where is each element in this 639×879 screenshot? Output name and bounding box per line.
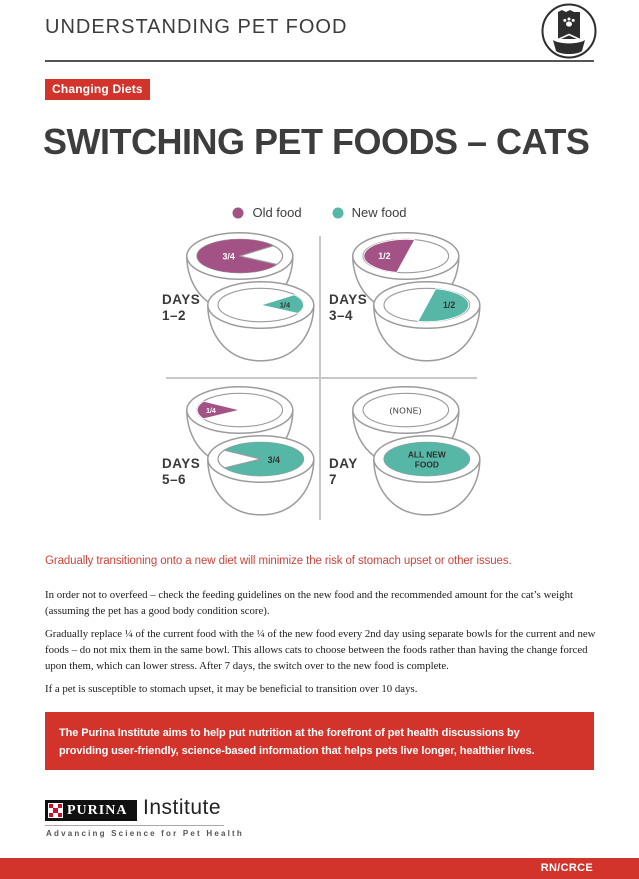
purina-wordmark: PURINA — [67, 802, 128, 818]
portion-label: 1/2 — [442, 299, 456, 310]
portion-label-line2: FOOD — [414, 459, 439, 470]
highlight-sentence: Gradually transitioning onto a new diet will minimize the risk of stomach upset or other issues. — [45, 555, 512, 567]
portion-label: 1/2 — [378, 250, 391, 261]
label-days-1-2-word: DAYS — [162, 292, 201, 307]
header-title: UNDERSTANDING PET FOOD — [45, 16, 348, 38]
institute-wordmark: Institute — [143, 796, 222, 819]
footer-code: RN/CRCE — [540, 862, 593, 874]
logo-tagline: Advancing Science for Pet Health — [46, 829, 244, 838]
portion-label: 3/4 — [222, 251, 235, 262]
callout-line1: The Purina Institute aims to help put nutrition at the forefront of pet health discussions by — [59, 727, 520, 739]
pet-food-bag-bowl-icon — [540, 2, 598, 60]
bowl-new-three-quarters — [208, 436, 314, 515]
old-food-dot-icon — [232, 207, 244, 219]
portion-label: (NONE) — [389, 405, 423, 416]
label-day-7-number: 7 — [329, 471, 338, 487]
footer-bar — [0, 858, 639, 879]
bowls-days-5-6 — [182, 384, 317, 529]
legend-label-new: New food — [351, 205, 407, 220]
label-days-1-2-range: 1–2 — [162, 307, 187, 323]
category-badge: Changing Diets — [45, 79, 150, 100]
body-copy — [45, 588, 597, 706]
bowls-days-1-2 — [182, 230, 317, 375]
portion-label: 1/4 — [279, 300, 291, 310]
bowl-new-one-quarter — [208, 282, 314, 361]
purina-logo — [45, 800, 137, 821]
label-days-3-4-word: DAYS — [329, 292, 368, 307]
legend-label-old: Old food — [252, 205, 302, 220]
new-food-dot-icon — [332, 207, 344, 219]
bowl-all-new-food — [374, 436, 480, 515]
label-days-3-4-range: 3–4 — [329, 307, 354, 323]
paragraph-overfeed: In order not to overfeed – check the feeding guidelines on the new food and the recommended amount for the cat’s weight (assuming the pet has a good body condition score). — [45, 589, 573, 617]
label-day-7-word: DAY — [329, 456, 358, 471]
label-days-5-6-range: 5–6 — [162, 471, 187, 487]
bowl-new-one-half — [374, 282, 480, 361]
institute-callout-box — [45, 712, 594, 770]
header-divider — [45, 60, 594, 62]
legend — [0, 205, 639, 220]
paragraph-replace: Gradually replace ¼ of the current food with the ¼ of the new food every 2nd day using separate bowls for the current and new foods – do not mix them in the same bowl. This allows cats to choose between the foods rather than having the change forced upon them, which can lower stress. After 7 days, the switch over to the new food is complete. — [45, 628, 596, 672]
diagram-horizontal-divider — [166, 377, 477, 379]
bowls-days-3-4 — [348, 230, 483, 375]
callout-line2: providing user-friendly, science-based information that helps pets live longer, healthier lives. — [59, 745, 535, 758]
legend-item-new-food — [332, 205, 407, 220]
logo-divider — [45, 825, 224, 826]
paragraph-sensitive: If a pet is susceptible to stomach upset, it may be beneficial to transition over 10 days. — [45, 683, 418, 696]
portion-label: 1/4 — [206, 407, 216, 415]
bowls-day-7 — [348, 384, 483, 529]
portion-label: 3/4 — [267, 454, 280, 465]
portion-label-line1: ALL NEW — [407, 449, 446, 460]
page-title: SWITCHING PET FOODS – CATS — [43, 121, 590, 162]
purina-checkerboard-icon — [48, 803, 63, 818]
label-days-5-6-word: DAYS — [162, 456, 201, 471]
legend-item-old-food — [232, 205, 301, 220]
